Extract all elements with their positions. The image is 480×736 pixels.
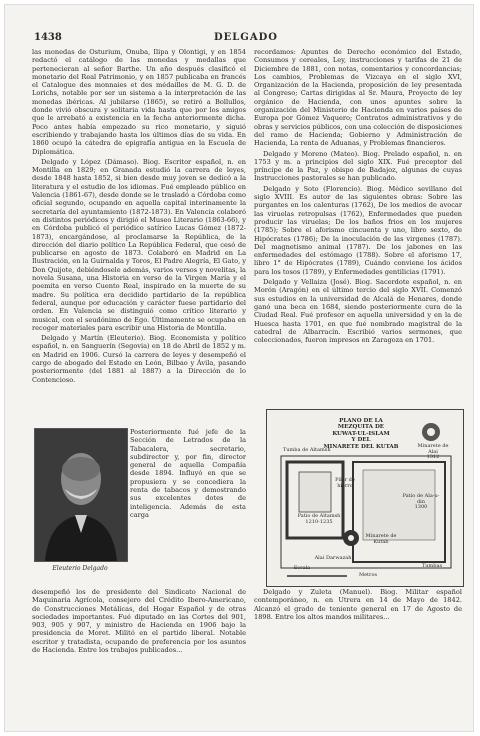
plan-title-line: PLANO DE LA [339,418,383,424]
label-text: Patio de Altamsh [297,513,341,519]
portrait-figure [34,428,126,578]
plan-title-line: MINARETE DEL KUTAB [323,443,399,450]
plan-title-line: Y DEL [351,437,371,444]
middle-column [130,428,246,519]
label-text: Minarete de Alai [417,443,449,455]
entry-delgado-soto: Delgado y Soto (Florencio). Biog. Médico sevillano del siglo XVIII. Es autor de las siguientes obras: Sobre las purgantes en los calenturas (1762), De los medios de avocar las viruelas retropulsas (1762), Enfermedades que pueden producir las viruelas; De los baños frios en los mujeres (1785); Sobre el aforismo cincuenta y uno, libro sexto, de Hipócrates (1786); De la inoculación de las virgenes (1787). Del magnetismo animal (1787). De los jabones en las enfermedades del estómago (1788). Sobre el aforismo 17, libro 1° de Hipócrates (1789), Cuándo conviene los ácidos para los tosos (1789), y Enfermedades gentilicias (1791). [254,184,462,276]
label-year: 1210-1235 [305,518,333,525]
label-text: Patio de Ala-u-din [402,493,440,505]
page-title: DELGADO [213,32,278,43]
label-alai-darwazah: Alai Darwazah [314,555,352,561]
entry-delgado-zuleta: Delgado y Zuleta (Manuel). Biog. Militar español contemporáneo, n. en Utrera en 14 de Mayo de 1842. Alcanzó el grado de teniente general en 17 de Agosto de 1898. Entre los altos mandos militares... [254,588,462,621]
plan-title [315,418,407,450]
entry-text: las monedas de Osturium, Onuba, Ilipa y Olontigi, y en 1854 redactó el catálogo de las monedas y medallas que pertenecieran al señor Barthe. Un año después clasificó el monetario del Real Patrimonio, y en 1857 publicaba en francés el Catalogue des monnaies et des médailles de M. G. D. de Lorichs, notable por ser un sistema a la interpretación de las monedas ibéricas. Al jubilarse (1865), se retiró a Bollullos, donde vivió obscura y solitaria vida hasta que por los amigos que le arrebató a existencia en la fecha anteriormente dicha. Poco antes había empezado su rico monetario, y siguió escribiendo y trabajando hasta los últimos días de su vida. En 1860 ocupó la cátedra de epigrafía antigua en la Escuela de Diplomática. [32,48,246,156]
portrait-caption: Eleuterio Delgado [52,565,108,572]
entry-delgado-moreno: Delgado y Moreno (Mateo). Biog. Prelado español, n. en 1753 y m. a principios del siglo XIX. Fué preceptor del príncipe de la Paz, y obispo de Badajoz, algunas de cuyas Instrucciones pastorales se han publicado. [254,149,462,183]
label-alai-minaret [413,444,453,461]
label-scale-unit: Metros [358,572,378,578]
label-iron-pillar: Pilar de hierro [335,477,355,489]
label-kutab-minaret: Minarete de Kutab [365,533,397,545]
label-tombs: Tumbas [421,563,443,569]
label-year: 1300 [414,504,428,511]
left-column [32,48,246,384]
left-bottom-text [32,588,246,654]
portrait-illustration [35,429,127,561]
plan-title-line: KUWAT-UL-ISLAM [332,430,390,437]
label-scale: Escala [293,565,311,571]
label-court-alaudin [399,494,443,511]
entry-text: recordamos: Apuntes de Derecho económico del Estado, Consumos y cereales, Ley, instrucciones y tarifas de 21 de Diciembre de 1881, con notas, comentarios y concordancias; Los cambios, Problemas de Vizcaya en el siglo XVI, Organización de la Hacienda, proposición de ley presentada al Congreso; Cartas dirigidas al Sr. Maura, Proyecto de ley orgánico de Hacienda, con unos apuntes sobre la organización del Ministerio de Hacienda en varios países de Europa por Gómez Vaquero; Contratos administrativos y de obras y servicios públicos, con una colección de disposiciones del ramo de Hacienda; Gobierno y Administración de Hacienda, La renta de Aduanas, y Problemas financieros. [254,48,462,148]
entry-delgado-lopez: Delgado y López (Dámaso). Biog. Escritor español, n. en Montilla en 1829; en Granada estudió la carrera de leyes, desde 1848 hasta 1852, si bien desde muy joven se dedicó a la literatura y el estudio de los idiomas. Fué empleado público en Valencia (1861-67), desde donde se le trasladó a Córdoba como oficial segundo, ocupando en aquella capital interinamente la secretaría del ayuntamiento (1872-1873). En Valencia colaboró en distintos periódicos y dirigió el Museo Literario (1863-66), y en Córdoba publicó el periódico satírico Lucas Gómez (1872-1873), encargándose, al proclamarse la República, de la dirección del diario político La República Federal, que cesó de publicarse en agosto de 1873. Colaboró en Madrid en La Ilustración, en la Guirnalda y Toros, El Padre Alegría, El Gato, y Don Quijote, debiéndosele además, varios versos y novelitas, la novela Susana, una Historia en verso de la Virgen María y el poemita en verso Cuento Real, inspirado en la muerte de su madre. Su política era decidido partidario de la república federal, aunque por educación y carácter fuese partidario del orden. En Valencia se distinguió como crítico literario y musical, con el seudónimo de Ego. Últimamente se ocupaba en recoger materiales para escribir una Historia de Montilla. [32,157,246,332]
entry-delgado-vellaiza: Delgado y Vellaiza (José). Biog. Sacerdote español, n. en Morón (Aragón) en el último tercio del siglo XVII. Comenzó sus estudios en la universidad de Alcalá de Henares, donde ganó una beca en 1684, siendo posteriormente cura de la Ciudad Real. Fué profesor en aquella universidad y en la de Huesca hasta 1701, en que fué nombrado magistral de la catedral de Albarracín. Escribió varios sermones, que coleccionados, fueron impresos en Zaragoza en 1701. [254,278,462,345]
right-bottom-text [254,588,462,621]
label-tomb: Tumba de Altamsh [283,447,331,453]
plan-title-line: MEZQUITA DE [337,424,385,431]
page-number: 1438 [34,32,62,43]
entry-delgado-martin: Delgado y Martín (Eleuterio). Biog. Economista y político español, n. en Sanguerín (Segovia) en 18 de Abril de 1852 y m. en Madrid en 1906. Cursó la carrera de leyes y desempeñó el cargo de abogado del Estado en León, Bilbao y Ávila, pasando posteriormente (del 1881 al 1887) a la Dirección de lo Contencioso. [32,334,246,384]
right-column [254,48,462,344]
entry-text: Posteriormente fué jefe de la Sección de Letrados de la Tabacalera, secretario, subdirector y, por fin, director general de aquella Compañía desde 1894. Influyó en que se propusiera y se concediera la renta de tabacos y demostrando sus excelentes dotes de inteligencia. Además de esta carga [130,428,246,519]
mosque-plan-figure [266,409,464,587]
label-year: 1312 [426,454,440,461]
label-court-altamsh [295,514,343,525]
entry-text: desempeñó los de presidente del Sindicato Nacional de Maquinaria Agrícola, consejero del Crédito Ibero-Americano, de Construcciones Metálicas, del Hogar Español y de otras sociedades importantes. Fué diputado en las Cortes del 901, 903, 905 y 907, y ministro de Hacienda en 1906 bajo la presidencia de Moret. Militó en el partido liberal. Notable escritor y tratadista, ocupando de preferencia por los asuntos de Hacienda. Entre los trabajos publicados... [32,588,246,655]
page [4,4,474,732]
portrait-image [34,428,128,562]
page-header [34,32,458,46]
